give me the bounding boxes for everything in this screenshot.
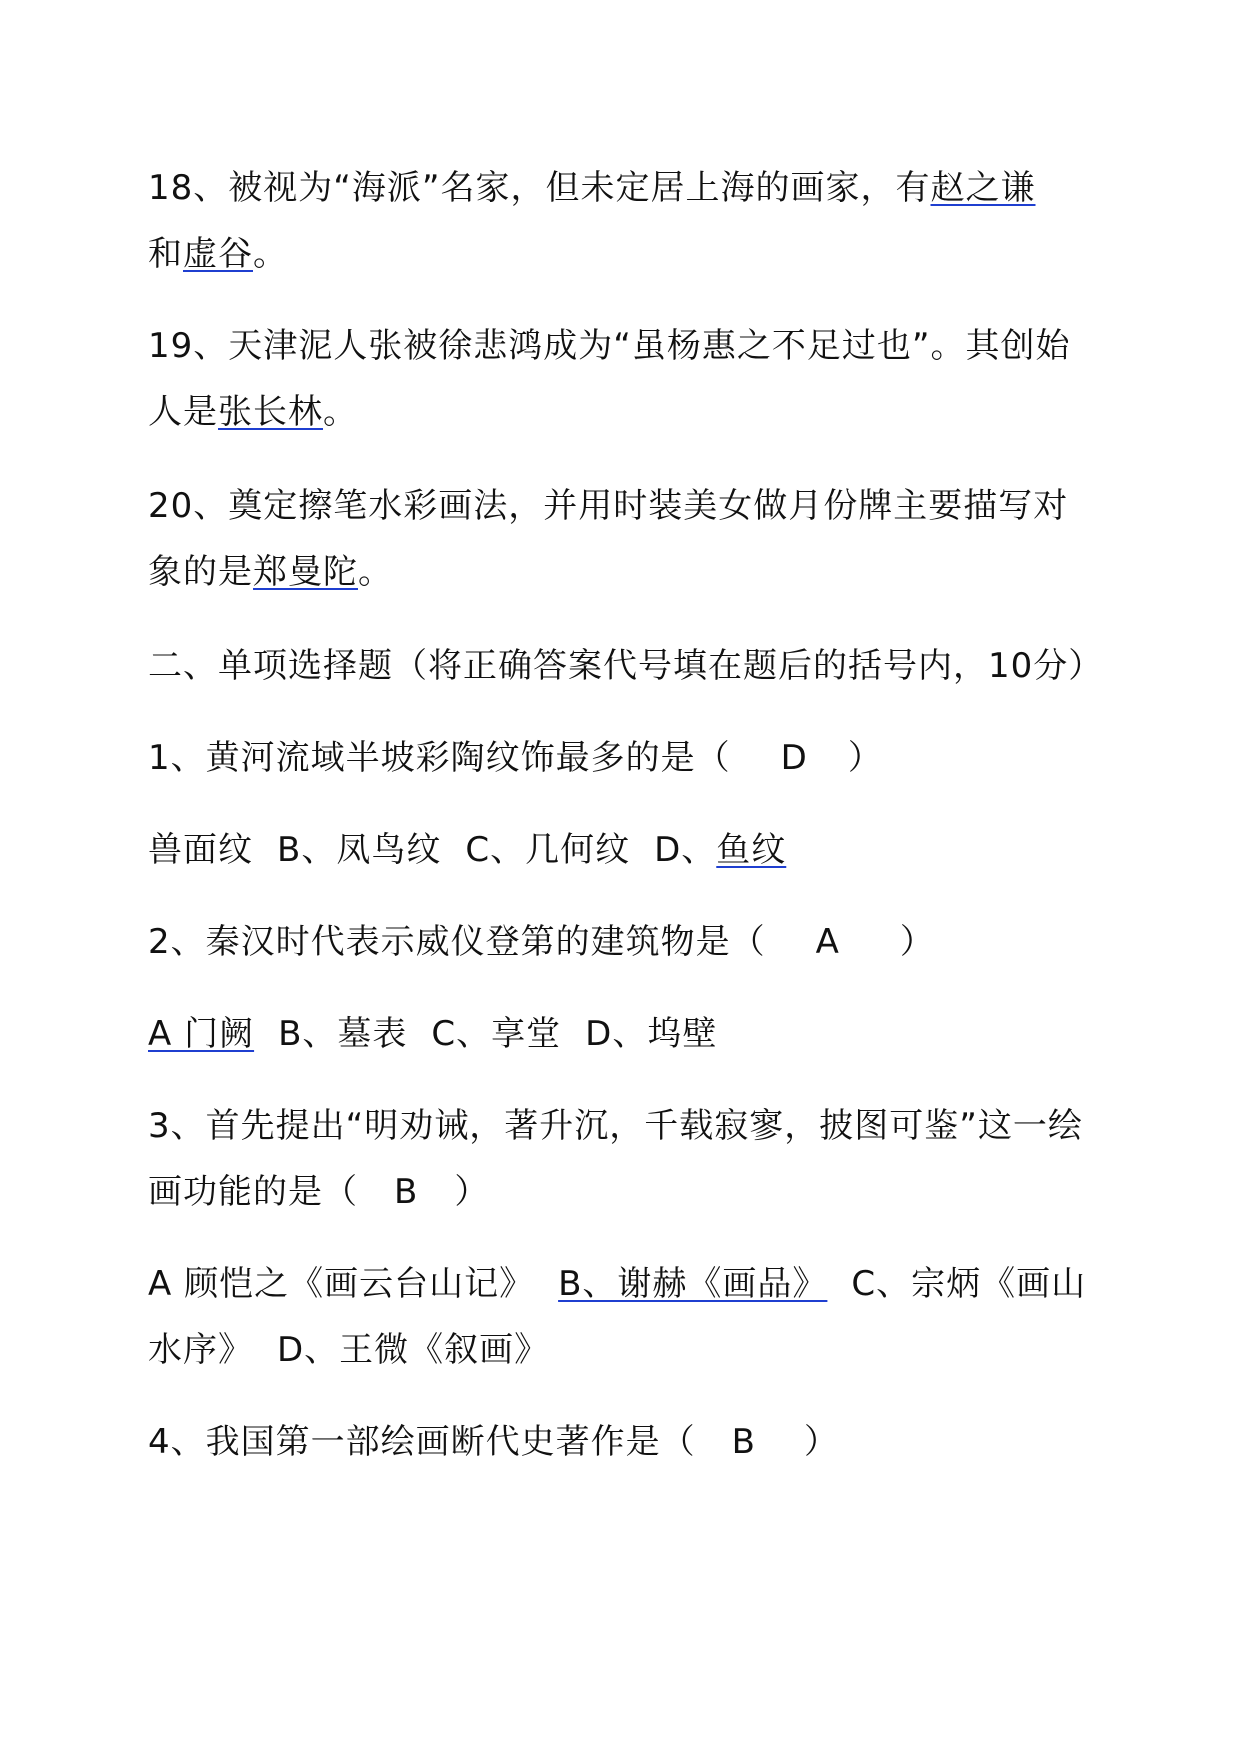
mc1-option-c: C、几何纹 (465, 830, 631, 870)
mc-question-3-options (148, 1251, 1098, 1383)
question-18 (148, 155, 1098, 287)
mc-question-4 (148, 1409, 1098, 1475)
mc3-option-c: C、宗炳《画山水序》 (148, 1264, 1087, 1370)
question-20 (148, 473, 1098, 605)
question-19-answer: 张长林 (218, 392, 323, 432)
mc-question-1 (148, 725, 1098, 791)
mc-question-1-options (148, 817, 1098, 883)
mc-question-3-close: ） (454, 1172, 490, 1212)
mc2-option-b: B、墓表 (278, 1014, 408, 1054)
mc-question-3 (148, 1093, 1098, 1225)
question-18-answer-2: 虚谷 (183, 234, 253, 274)
section-heading-multiple-choice: 二、单项选择题（将正确答案代号填在题后的括号内，10分） (148, 646, 1104, 686)
mc2-option-c: C、享堂 (431, 1014, 562, 1054)
mc-question-1-close: ） (847, 738, 883, 778)
question-18-end: 。 (253, 234, 288, 274)
mc-question-3-stem: 3、首先提出“明劝诫，著升沉，千载寂寥，披图可鉴”这一绘画功能的是（ (148, 1106, 1083, 1212)
question-18-answer-1: 赵之谦 (930, 168, 1036, 208)
mc1-option-d-prefix: D、 (654, 830, 717, 870)
mc-question-2 (148, 909, 1098, 975)
question-18-text: 18、被视为“海派”名家，但未定居上海的画家，有 (148, 168, 931, 208)
question-18-conjunction: 和 (148, 234, 183, 274)
mc-question-3-answer: B (394, 1172, 419, 1212)
mc-question-2-answer: A (815, 922, 840, 962)
question-20-end: 。 (358, 552, 393, 592)
question-19 (148, 313, 1098, 445)
document-page (148, 155, 1104, 1501)
mc-question-2-options (148, 1001, 1098, 1067)
question-19-end: 。 (323, 392, 358, 432)
mc2-option-d: D、坞壁 (585, 1014, 718, 1054)
mc3-option-b-answer: B、谢赫《画品》 (558, 1264, 828, 1304)
mc-question-1-stem: 1、黄河流域半坡彩陶纹饰最多的是（ (148, 738, 731, 778)
mc-question-4-answer: B (731, 1422, 756, 1462)
mc1-option-a: 兽面纹 (148, 830, 253, 870)
mc-question-1-answer: D (780, 738, 808, 778)
question-20-answer: 郑曼陀 (253, 552, 358, 592)
question-20-text: 20、奠定擦笔水彩画法，并用时装美女做月份牌主要描写对象的是 (148, 486, 1069, 592)
mc2-option-a-answer: A 门阙 (148, 1014, 255, 1054)
mc1-option-b: B、凤鸟纹 (277, 830, 442, 870)
mc1-option-d-answer: 鱼纹 (716, 830, 787, 870)
mc-question-4-stem: 4、我国第一部绘画断代史著作是（ (148, 1422, 696, 1462)
mc3-option-a: A 顾恺之《画云台山记》 (148, 1264, 535, 1304)
mc-question-4-close: ） (803, 1422, 839, 1462)
mc-question-2-close: ） (899, 922, 935, 962)
mc3-option-d: D、王微《叙画》 (277, 1330, 550, 1370)
mc-question-2-stem: 2、秦汉时代表示威仪登第的建筑物是（ (148, 922, 766, 962)
question-19-text: 19、天津泥人张被徐悲鸿成为“虽杨惠之不足过也”。其创始人是 (148, 326, 1071, 432)
